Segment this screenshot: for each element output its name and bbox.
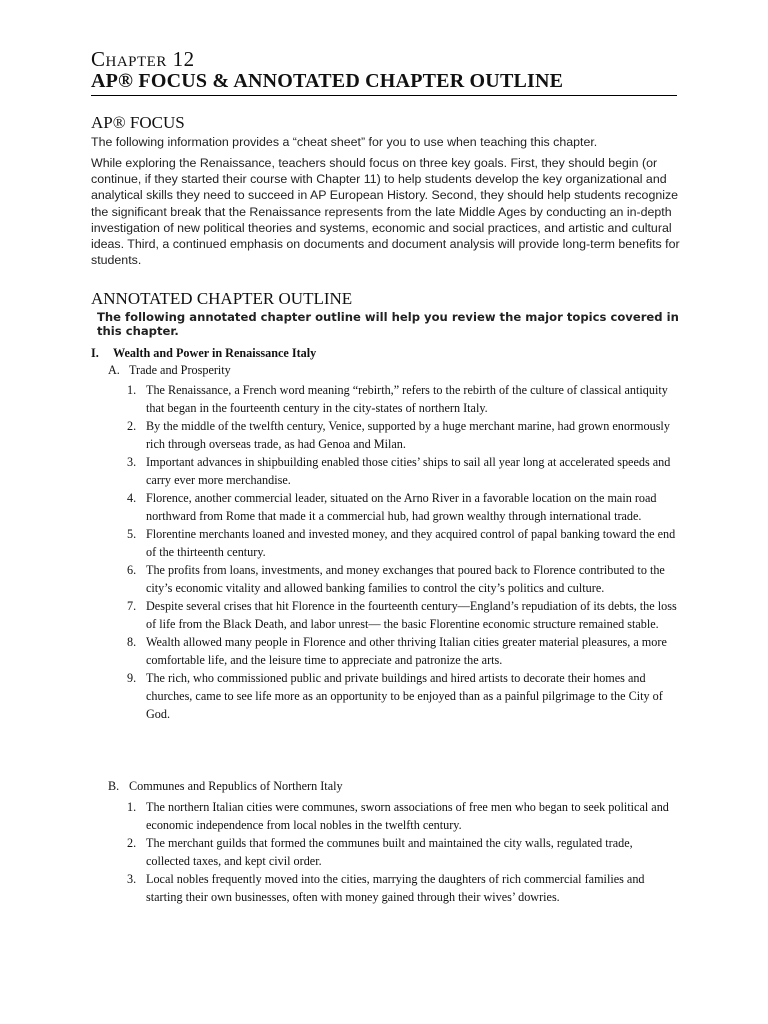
subsection-a-list	[127, 381, 679, 723]
ap-focus-heading: AP® FOCUS	[91, 113, 185, 132]
chapter-number: Chapter 12	[91, 47, 195, 71]
item-text: Local nobles frequently moved into the cities, marrying the daughters of rich commercial families and starting their own businesses, often with money gained through their wives’ dowries.	[146, 872, 645, 904]
item-number: 7.	[127, 599, 137, 613]
item-text: Important advances in shipbuilding enabled those cities’ ships to sail all year long at accelerated speeds and carry ever more merchandise.	[146, 455, 671, 487]
item-number: 9.	[127, 671, 137, 685]
list-item	[127, 381, 679, 417]
item-number: 2.	[127, 836, 137, 850]
item-number: 1.	[127, 800, 137, 814]
item-text: Florentine merchants loaned and invested money, and they acquired control of papal banking toward the end of the thirteenth century.	[146, 527, 676, 559]
item-text: By the middle of the twelfth century, Venice, supported by a huge merchant marine, had grown enormously rich through overseas trade, as had Genoa and Milan.	[146, 419, 670, 451]
list-item	[127, 417, 679, 453]
list-item	[127, 597, 679, 633]
outline-heading: ANNOTATED CHAPTER OUTLINE	[91, 289, 353, 308]
item-text: The Renaissance, a French word meaning “rebirth,” refers to the rebirth of the culture of classical antiquity that began in the fourteenth century in the city-states of northern Italy.	[146, 383, 668, 415]
section-heading	[91, 346, 681, 361]
item-text: The rich, who commissioned public and private buildings and hired artists to decorate their homes and churches, came to see life more as an opportunity to be enjoyed than as a painful pilgrimage to the City of God.	[146, 671, 663, 721]
list-item	[127, 561, 679, 597]
ap-focus-paragraph: While exploring the Renaissance, teachers should focus on three key goals. First, they should begin (or continue, if they started their course with Chapter 11) to help students develop the key organizational and analytical skills they need to succeed in AP European History. Second, they should help students recognize the significant break that the Renaissance represents from the late Middle Ages by conducting an in-depth investigation of new political theories and systems, economic and social practices, and artistic and cultural ideas. Third, a continued emphasis on documents and document analysis will provide long-term benefits for students.	[91, 156, 680, 268]
item-number: 3.	[127, 455, 137, 469]
subsection-letter: A.	[108, 363, 120, 377]
list-item	[127, 870, 679, 906]
page-title: AP® FOCUS & ANNOTATED CHAPTER OUTLINE	[91, 70, 677, 96]
list-item	[127, 525, 679, 561]
outline-note: The following annotated chapter outline will help you review the major topics covered in this chapter.	[97, 310, 679, 338]
subsection-title: Communes and Republics of Northern Italy	[129, 779, 343, 793]
item-number: 4.	[127, 491, 137, 505]
subsection-b-list	[127, 798, 679, 906]
list-item	[127, 489, 679, 525]
list-item	[127, 798, 679, 834]
item-text: Despite several crises that hit Florence in the fourteenth century—England’s repudiation of its debts, the loss of life from the Black Death, and labor unrest— the basic Florentine economic structure remained stable.	[146, 599, 677, 631]
item-text: Florence, another commercial leader, situated on the Arno River in a favorable location on the main road northward from Rome that made it a commercial hub, had grown wealthy through international trade.	[146, 491, 657, 523]
list-item	[127, 669, 679, 723]
item-text: The profits from loans, investments, and money exchanges that poured back to Florence contributed to the city’s economic vitality and allowed banking families to control the city’s politics and culture.	[146, 563, 665, 595]
section-title: Wealth and Power in Renaissance Italy	[113, 346, 317, 360]
item-number: 2.	[127, 419, 137, 433]
section-number: I.	[91, 346, 99, 360]
item-number: 6.	[127, 563, 137, 577]
item-number: 5.	[127, 527, 137, 541]
item-number: 8.	[127, 635, 137, 649]
item-number: 1.	[127, 383, 137, 397]
list-item	[127, 834, 679, 870]
ap-focus-note: The following information provides a “cheat sheet” for you to use when teaching this chapter.	[91, 135, 598, 149]
list-item	[127, 453, 679, 489]
subsection-heading-b	[108, 779, 688, 794]
subsection-letter: B.	[108, 779, 120, 793]
item-number: 3.	[127, 872, 137, 886]
subsection-heading-a	[108, 363, 688, 378]
item-text: The merchant guilds that formed the communes built and maintained the city walls, regulated trade, collected taxes, and kept civil order.	[146, 836, 633, 868]
list-item	[127, 633, 679, 669]
subsection-title: Trade and Prosperity	[129, 363, 231, 377]
item-text: Wealth allowed many people in Florence and other thriving Italian cities greater material pleasures, a more comfortable life, and the leisure time to appreciate and patronize the arts.	[146, 635, 667, 667]
item-text: The northern Italian cities were communes, sworn associations of free men who began to seek political and economic independence from local nobles in the twelfth century.	[146, 800, 669, 832]
